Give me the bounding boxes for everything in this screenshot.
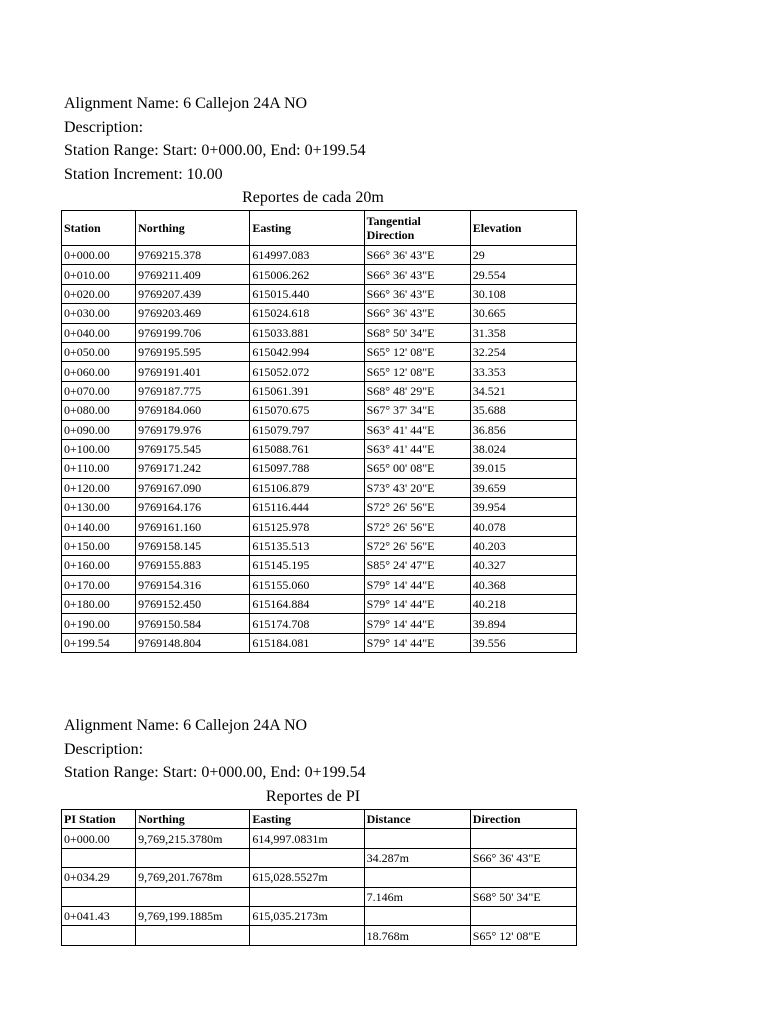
tangential-direction-cell: S79° 14' 44"E [364, 633, 470, 652]
tangential-direction-cell: S63° 41' 44"E [364, 439, 470, 458]
station-cell: 0+070.00 [62, 381, 136, 400]
station-cell: 0+120.00 [62, 478, 136, 497]
direction-cell [470, 829, 576, 848]
direction-cell: S68° 50' 34"E [470, 887, 576, 906]
header-distance: Distance [364, 810, 470, 829]
table-row [62, 536, 577, 555]
easting-cell: 615061.391 [250, 381, 364, 400]
station-cell: 0+090.00 [62, 420, 136, 439]
elevation-cell: 39.894 [470, 614, 576, 633]
elevation-cell: 39.954 [470, 498, 576, 517]
easting-cell: 615097.788 [250, 459, 364, 478]
table-header-row [62, 211, 577, 246]
easting-cell: 615184.081 [250, 633, 364, 652]
northing-cell: 9769175.545 [136, 439, 250, 458]
tangential-direction-cell: S67° 37' 34"E [364, 401, 470, 420]
elevation-cell: 32.254 [470, 342, 576, 361]
tangential-direction-cell: S79° 14' 44"E [364, 595, 470, 614]
pi-station-cell [62, 926, 136, 945]
northing-cell: 9769171.242 [136, 459, 250, 478]
station-cell: 0+020.00 [62, 284, 136, 303]
easting-cell: 615155.060 [250, 575, 364, 594]
station-range: Station Range: Start: 0+000.00, End: 0+199.54 [64, 142, 366, 159]
elevation-cell: 34.521 [470, 381, 576, 400]
station-cell: 0+150.00 [62, 536, 136, 555]
elevation-cell: 38.024 [470, 439, 576, 458]
distance-cell [364, 829, 470, 848]
station-cell: 0+040.00 [62, 323, 136, 342]
tangential-direction-cell: S72° 26' 56"E [364, 536, 470, 555]
easting-cell: 615,028.5527m [250, 868, 364, 887]
tangential-direction-cell: S68° 50' 34"E [364, 323, 470, 342]
elevation-cell: 40.203 [470, 536, 576, 555]
station-cell: 0+030.00 [62, 304, 136, 323]
station-cell: 0+190.00 [62, 614, 136, 633]
northing-cell: 9769161.160 [136, 517, 250, 536]
elevation-cell: 40.218 [470, 595, 576, 614]
northing-cell: 9769179.976 [136, 420, 250, 439]
tangential-direction-cell: S79° 14' 44"E [364, 614, 470, 633]
station-cell: 0+199.54 [62, 633, 136, 652]
elevation-cell: 31.358 [470, 323, 576, 342]
northing-cell: 9,769,215.3780m [136, 829, 250, 848]
table-header-row [62, 810, 577, 829]
header-pi-station: PI Station [62, 810, 136, 829]
easting-cell: 615116.444 [250, 498, 364, 517]
tangential-direction-cell: S66° 36' 43"E [364, 284, 470, 303]
station-cell: 0+060.00 [62, 362, 136, 381]
table-row [62, 362, 577, 381]
header-direction: Direction [470, 810, 576, 829]
table-row [62, 478, 577, 497]
easting-cell: 615088.761 [250, 439, 364, 458]
direction-cell: S66° 36' 43"E [470, 848, 576, 867]
elevation-cell: 40.078 [470, 517, 576, 536]
pi-table [61, 809, 577, 946]
elevation-cell: 29.554 [470, 265, 576, 284]
header-station: Station [62, 211, 136, 246]
northing-cell: 9769155.883 [136, 556, 250, 575]
header-northing: Northing [136, 211, 250, 246]
distance-cell [364, 868, 470, 887]
northing-cell [136, 926, 250, 945]
header-tangential-direction: Tangential Direction [364, 211, 470, 246]
northing-cell: 9769199.706 [136, 323, 250, 342]
tangential-direction-cell: S66° 36' 43"E [364, 304, 470, 323]
station-cell: 0+050.00 [62, 342, 136, 361]
stations-table [61, 210, 577, 653]
table-row [62, 459, 577, 478]
direction-cell: S65° 12' 08"E [470, 926, 576, 945]
report1-header [64, 92, 366, 186]
station-cell: 0+160.00 [62, 556, 136, 575]
easting-cell: 615125.978 [250, 517, 364, 536]
description: Description: [64, 118, 144, 136]
table-row [62, 265, 577, 284]
tangential-direction-cell: S66° 36' 43"E [364, 265, 470, 284]
elevation-cell: 33.353 [470, 362, 576, 381]
northing-cell: 9769211.409 [136, 265, 250, 284]
pi-station-cell: 0+000.00 [62, 829, 136, 848]
easting-cell: 615033.881 [250, 323, 364, 342]
easting-cell [250, 887, 364, 906]
table-row [62, 304, 577, 323]
station-cell: 0+100.00 [62, 439, 136, 458]
tangential-direction-cell: S65° 12' 08"E [364, 362, 470, 381]
station-cell: 0+080.00 [62, 401, 136, 420]
tangential-direction-cell: S66° 36' 43"E [364, 246, 470, 265]
alignment-name: Alignment Name: 6 Callejon 24A NO [64, 95, 308, 112]
easting-cell: 615079.797 [250, 420, 364, 439]
table-row [62, 284, 577, 303]
easting-cell [250, 848, 364, 867]
table-row [62, 575, 577, 594]
easting-cell: 614,997.0831m [250, 829, 364, 848]
alignment-name: Alignment Name: 6 Callejon 24A NO [64, 717, 308, 734]
pi-station-cell [62, 887, 136, 906]
northing-cell: 9769148.804 [136, 633, 250, 652]
header-easting: Easting [250, 810, 364, 829]
table-row [62, 633, 577, 652]
northing-cell: 9769152.450 [136, 595, 250, 614]
station-cell: 0+170.00 [62, 575, 136, 594]
northing-cell: 9769184.060 [136, 401, 250, 420]
pi-station-cell: 0+041.43 [62, 906, 136, 925]
station-cell: 0+000.00 [62, 246, 136, 265]
table-row [62, 439, 577, 458]
elevation-cell: 29 [470, 246, 576, 265]
station-increment: Station Increment: 10.00 [64, 165, 223, 183]
station-cell: 0+180.00 [62, 595, 136, 614]
distance-cell [364, 906, 470, 925]
tangential-direction-cell: S68° 48' 29"E [364, 381, 470, 400]
header-elevation: Elevation [470, 211, 576, 246]
station-range: Station Range: Start: 0+000.00, End: 0+199.54 [64, 764, 366, 781]
table-row [62, 556, 577, 575]
tangential-direction-cell: S65° 00' 08"E [364, 459, 470, 478]
table-row [62, 848, 577, 867]
tangential-direction-cell: S72° 26' 56"E [364, 517, 470, 536]
table-row [62, 517, 577, 536]
table-row [62, 323, 577, 342]
northing-cell: 9,769,201.7678m [136, 868, 250, 887]
easting-cell: 615015.440 [250, 284, 364, 303]
table-row [62, 887, 577, 906]
direction-cell [470, 906, 576, 925]
northing-cell: 9769187.775 [136, 381, 250, 400]
direction-cell [470, 868, 576, 887]
distance-cell: 34.287m [364, 848, 470, 867]
elevation-cell: 39.015 [470, 459, 576, 478]
northing-cell: 9769207.439 [136, 284, 250, 303]
easting-cell: 615135.513 [250, 536, 364, 555]
northing-cell: 9769154.316 [136, 575, 250, 594]
table-row [62, 342, 577, 361]
pi-station-cell: 0+034.29 [62, 868, 136, 887]
elevation-cell: 39.659 [470, 478, 576, 497]
tangential-direction-cell: S85° 24' 47"E [364, 556, 470, 575]
table-row [62, 401, 577, 420]
easting-cell: 615106.879 [250, 478, 364, 497]
table-row [62, 614, 577, 633]
northing-cell: 9769150.584 [136, 614, 250, 633]
northing-cell: 9769203.469 [136, 304, 250, 323]
table-row [62, 595, 577, 614]
northing-cell: 9769215.378 [136, 246, 250, 265]
northing-cell: 9,769,199.1885m [136, 906, 250, 925]
elevation-cell: 40.327 [470, 556, 576, 575]
elevation-cell: 36.856 [470, 420, 576, 439]
distance-cell: 18.768m [364, 926, 470, 945]
table-row [62, 381, 577, 400]
tangential-direction-cell: S63° 41' 44"E [364, 420, 470, 439]
tangential-direction-cell: S73° 43' 20"E [364, 478, 470, 497]
easting-cell: 615006.262 [250, 265, 364, 284]
table-row [62, 246, 577, 265]
easting-cell: 615070.675 [250, 401, 364, 420]
station-cell: 0+010.00 [62, 265, 136, 284]
station-cell: 0+110.00 [62, 459, 136, 478]
easting-cell: 615052.072 [250, 362, 364, 381]
station-cell: 0+140.00 [62, 517, 136, 536]
header-northing: Northing [136, 810, 250, 829]
report2-title: Reportes de PI [265, 788, 361, 805]
table-row [62, 829, 577, 848]
easting-cell: 615,035.2173m [250, 906, 364, 925]
easting-cell: 615174.708 [250, 614, 364, 633]
easting-cell [250, 926, 364, 945]
northing-cell: 9769158.145 [136, 536, 250, 555]
northing-cell [136, 848, 250, 867]
distance-cell: 7.146m [364, 887, 470, 906]
tangential-direction-cell: S79° 14' 44"E [364, 575, 470, 594]
elevation-cell: 39.556 [470, 633, 576, 652]
northing-cell: 9769191.401 [136, 362, 250, 381]
description: Description: [64, 740, 144, 758]
elevation-cell: 40.368 [470, 575, 576, 594]
tangential-direction-cell: S65° 12' 08"E [364, 342, 470, 361]
pi-station-cell [62, 848, 136, 867]
easting-cell: 615145.195 [250, 556, 364, 575]
northing-cell: 9769164.176 [136, 498, 250, 517]
table-row [62, 906, 577, 925]
station-cell: 0+130.00 [62, 498, 136, 517]
header-easting: Easting [250, 211, 364, 246]
northing-cell: 9769195.595 [136, 342, 250, 361]
easting-cell: 615024.618 [250, 304, 364, 323]
table-row [62, 498, 577, 517]
report2-header [64, 714, 366, 785]
northing-cell [136, 887, 250, 906]
report1-title: Reportes de cada 20m [242, 189, 384, 206]
elevation-cell: 30.665 [470, 304, 576, 323]
easting-cell: 614997.083 [250, 246, 364, 265]
table-row [62, 868, 577, 887]
easting-cell: 615042.994 [250, 342, 364, 361]
northing-cell: 9769167.090 [136, 478, 250, 497]
elevation-cell: 30.108 [470, 284, 576, 303]
table-row [62, 420, 577, 439]
tangential-direction-cell: S72° 26' 56"E [364, 498, 470, 517]
elevation-cell: 35.688 [470, 401, 576, 420]
table-row [62, 926, 577, 945]
easting-cell: 615164.884 [250, 595, 364, 614]
